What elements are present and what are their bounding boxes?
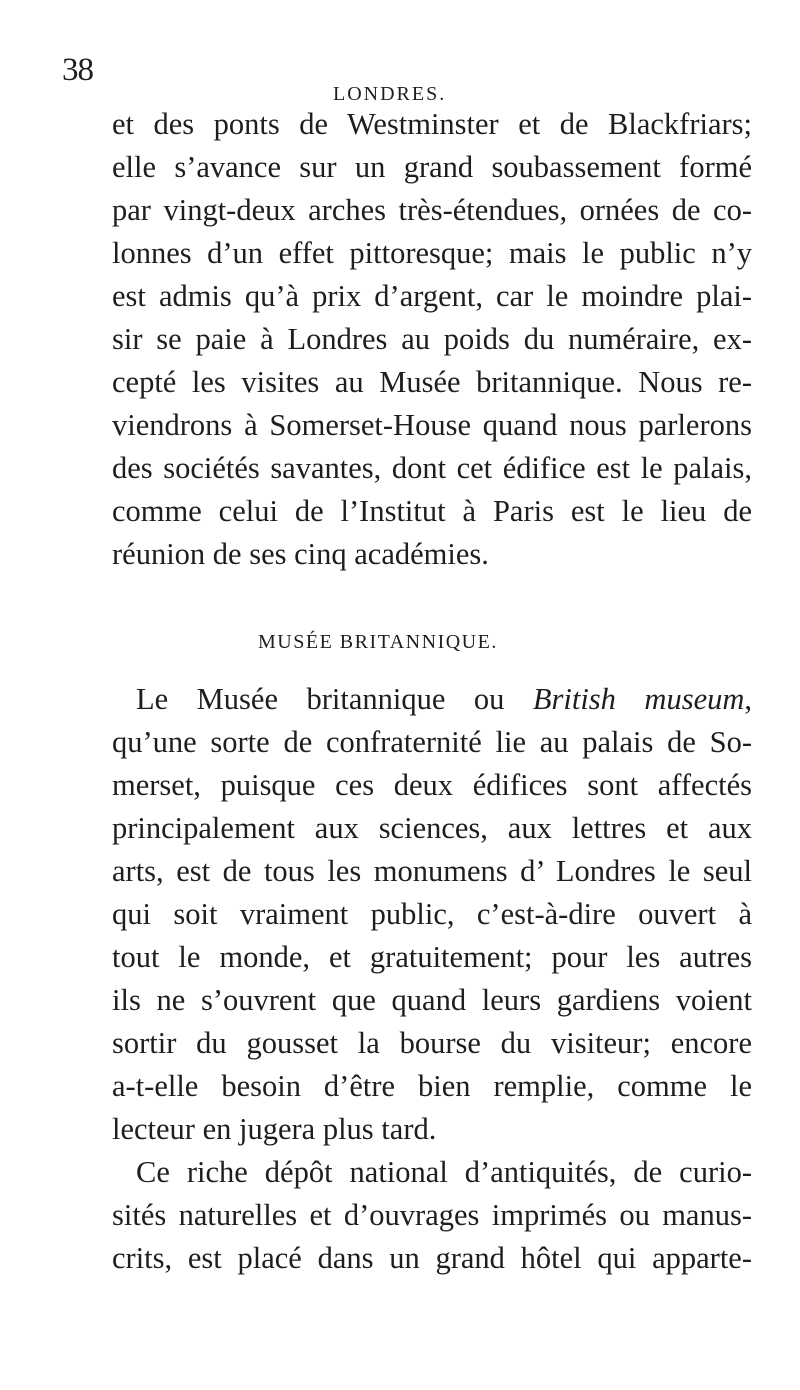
running-head: LONDRES. <box>333 83 447 105</box>
text-line: réunion de ses cinq académies. <box>112 537 489 571</box>
text-line: viendrons à Somerset-House quand nous parlerons <box>112 408 752 442</box>
text-line: lonnes d’un effet pittoresque; mais le public n’y <box>112 236 752 270</box>
text-run: Le Musée britannique ou <box>136 682 505 716</box>
text-line: qui soit vraiment public, c’est-à-dire ouvert à <box>112 897 752 931</box>
text-line: sortir du gousset la bourse du visiteur; encore <box>112 1026 752 1060</box>
text-run: , <box>744 682 753 716</box>
page-number: 38 <box>62 52 93 88</box>
text-line: par vingt-deux arches très-étendues, ornées de co- <box>112 193 752 227</box>
text-line: merset, puisque ces deux édifices sont affectés <box>112 768 752 802</box>
text-line: cepté les visites au Musée britannique. Nous re- <box>112 365 752 399</box>
text-line: a-t-elle besoin d’être bien remplie, comme le <box>112 1069 752 1103</box>
text-line: ils ne s’ouvrent que quand leurs gardiens voient <box>112 983 752 1017</box>
text-line: des sociétés savantes, dont cet édifice est le palais, <box>112 451 752 485</box>
text-line: est admis qu’à prix d’argent, car le moindre plai- <box>112 279 752 313</box>
text-line: et des ponts de Westminster et de Blackfriars; <box>112 107 752 141</box>
text-line: elle s’avance sur un grand soubassement formé <box>112 150 752 184</box>
text-line: tout le monde, et gratuitement; pour les autres <box>112 940 752 974</box>
text-line: qu’une sorte de confraternité lie au palais de So- <box>112 725 752 759</box>
text-line: comme celui de l’Institut à Paris est le lieu de <box>112 494 752 528</box>
section-heading: MUSÉE BRITANNIQUE. <box>258 631 498 653</box>
text-line: lecteur en jugera plus tard. <box>112 1112 437 1146</box>
text-line: Ce riche dépôt national d’antiquités, de curio- <box>136 1155 752 1189</box>
text-line: arts, est de tous les monumens d’ Londres le seul <box>112 854 752 888</box>
italic-text: British museum <box>532 682 745 716</box>
text-line: crits, est placé dans un grand hôtel qui apparte- <box>112 1241 752 1275</box>
text-line <box>136 679 752 719</box>
text-line: sir se paie à Londres au poids du numéraire, ex- <box>112 322 752 356</box>
text-line: principalement aux sciences, aux lettres et aux <box>112 811 752 845</box>
text-line: sités naturelles et d’ouvrages imprimés ou manus- <box>112 1198 752 1232</box>
